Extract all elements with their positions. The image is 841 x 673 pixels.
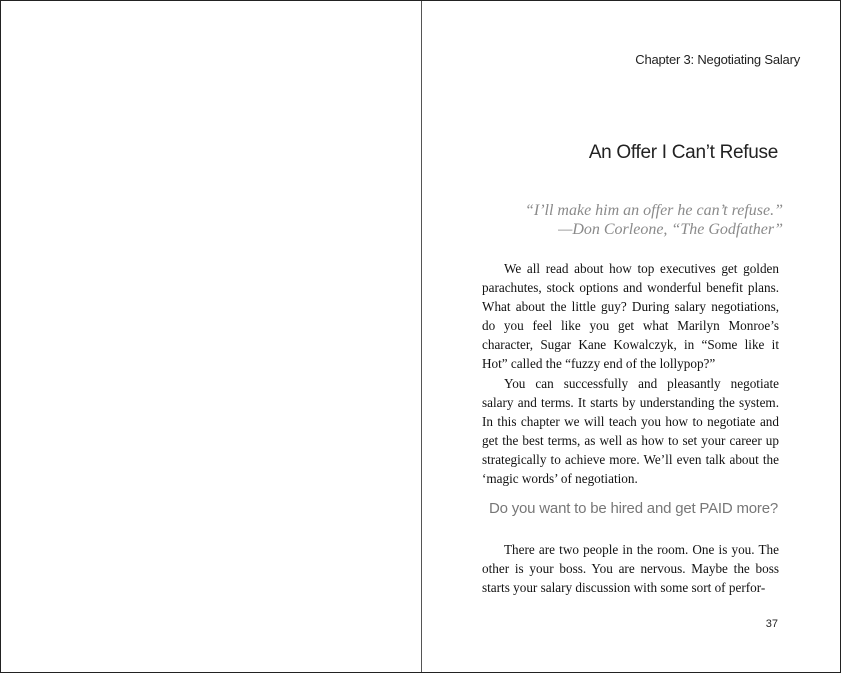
body-text bbox=[482, 259, 779, 488]
section-body-text bbox=[482, 540, 779, 597]
left-page-blank bbox=[1, 1, 421, 672]
chapter-title: An Offer I Can’t Refuse bbox=[588, 142, 778, 163]
epigraph-quote: “I’ll make him an offer he can’t refuse.” bbox=[524, 202, 783, 219]
body-paragraph-2: You can successfully and pleasantly negotiate salary and terms. It starts by understanding the system. In this chapter we will teach you how to negotiate and get the best terms, as well as how to set your career up strategically to achieve more. We’ll even talk about the ‘magic words’ of negotiation. bbox=[482, 375, 779, 487]
epigraph-attribution: —Don Corleone, “The Godfather” bbox=[558, 221, 783, 238]
page-number: 37 bbox=[765, 618, 778, 630]
body-paragraph-1: We all read about how top executives get golden parachutes, stock options and wonderful benefit plans. What about the little guy? During salary negotiations, do you feel like you get what Marilyn Monroe’s character, Sugar Kane Kowalczyk, in “Some like it Hot” called the “fuzzy end of the lollypop?” bbox=[482, 261, 779, 372]
running-head: Chapter 3: Negotiating Salary bbox=[635, 52, 800, 67]
epigraph bbox=[483, 201, 783, 239]
right-page bbox=[422, 1, 840, 672]
section-paragraph-1: There are two people in the room. One is you. The other is your boss. You are nervous. Maybe the boss starts your salary discussion with some sort of perfor- bbox=[482, 542, 779, 596]
section-heading: Do you want to be hired and get PAID more? bbox=[489, 500, 778, 517]
